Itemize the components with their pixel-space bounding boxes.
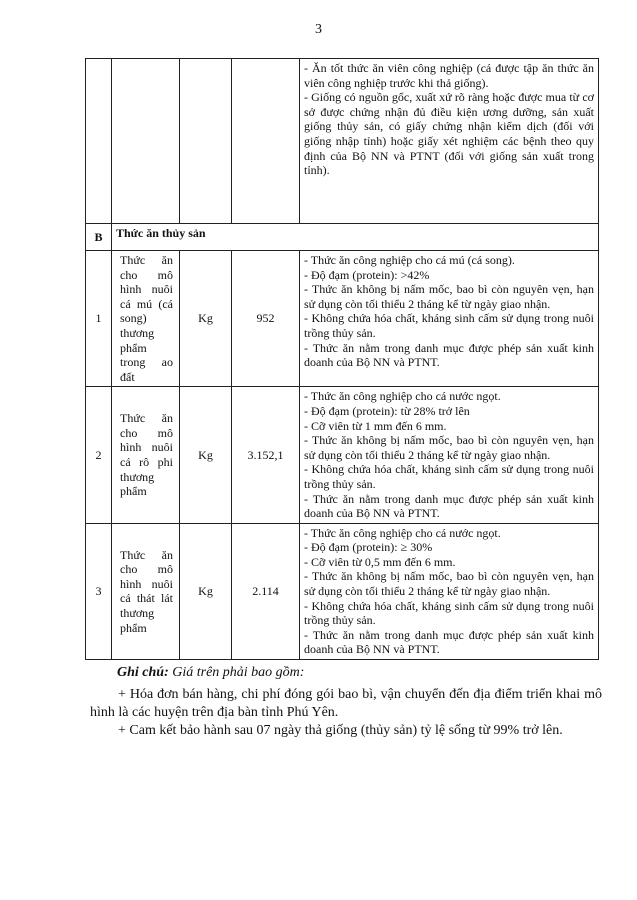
note-heading xyxy=(117,664,597,682)
requirement-line: - Không chứa hóa chất, kháng sinh cấm sử dụng trong nuôi trồng thủy sản. xyxy=(304,598,594,628)
cell-quantity: 2.114 xyxy=(232,523,300,659)
cell-item-name: Thức ăn cho mô hình nuôi cá mú (cá song) thương phẩm trong ao đất xyxy=(112,251,180,387)
requirement-line: - Độ đạm (protein): >42% xyxy=(304,267,430,282)
cell-requirements xyxy=(300,251,599,387)
cell-stt: 1 xyxy=(86,251,112,387)
cell-requirements xyxy=(300,387,599,523)
page-number: 3 xyxy=(315,22,322,37)
cell-quantity: 952 xyxy=(232,251,300,387)
requirement-line: - Thức ăn công nghiệp cho cá nước ngọt. xyxy=(304,525,501,540)
requirement-line: - Cỡ viên từ 1 mm đến 6 mm. xyxy=(304,418,447,433)
requirement-line: - Thức ăn không bị nấm mốc, bao bì còn nguyên vẹn, hạn sử dụng còn tối thiểu 2 tháng kể từ ngày giao nhận. xyxy=(304,569,594,599)
requirement-line: - Thức ăn nằm trong danh mục được phép sản xuất kinh doanh của Bộ NN và PTNT. xyxy=(304,340,594,370)
table-row xyxy=(86,251,599,387)
requirement-line: - Thức ăn nằm trong danh mục được phép sản xuất kinh doanh của Bộ NN và PTNT. xyxy=(304,491,594,521)
cell-empty-qty xyxy=(232,59,300,224)
requirement-line: - Không chứa hóa chất, kháng sinh cấm sử dụng trong nuôi trồng thủy sản. xyxy=(304,311,594,340)
requirement-line: - Độ đạm (protein): từ 28% trở lên xyxy=(304,403,470,418)
cell-unit: Kg xyxy=(180,387,232,523)
section-row xyxy=(86,224,599,251)
table-row xyxy=(86,523,599,659)
cell-requirements xyxy=(300,59,599,224)
requirement-line: - Ăn tốt thức ăn viên công nghiệp (cá được tập ăn thức ăn viên công nghiệp trước khi thả giống). xyxy=(304,61,594,90)
cell-requirements xyxy=(300,523,599,659)
requirement-line: - Thức ăn không bị nấm mốc, bao bì còn nguyên vẹn, hạn sử dụng còn tối thiểu 2 tháng kể từ ngày giao nhận. xyxy=(304,433,594,462)
section-code: B xyxy=(86,224,112,251)
note-title-text: Giá trên phải bao gồm: xyxy=(168,665,305,680)
cell-unit: Kg xyxy=(180,523,232,659)
note-label: Ghi chú: xyxy=(117,665,169,680)
cell-stt: 3 xyxy=(86,523,112,659)
requirement-line: - Thức ăn công nghiệp cho cá nước ngọt. xyxy=(304,389,501,404)
cell-empty-unit xyxy=(180,59,232,224)
table-row-continued xyxy=(86,59,599,224)
requirement-line: - Độ đạm (protein): ≥ 30% xyxy=(304,540,433,555)
requirement-line: - Thức ăn nằm trong danh mục được phép sản xuất kinh doanh của Bộ NN và PTNT. xyxy=(304,627,594,657)
requirement-line: - Thức ăn công nghiệp cho cá mú (cá song). xyxy=(304,253,515,267)
cell-quantity: 3.152,1 xyxy=(232,387,300,523)
cell-stt: 2 xyxy=(86,387,112,523)
cell-unit: Kg xyxy=(180,251,232,387)
note-item: + Cam kết bảo hành sau 07 ngày thả giống (thủy sản) tỷ lệ sống từ 99% trở lên. xyxy=(118,723,563,738)
requirement-line: - Giống có nguồn gốc, xuất xứ rõ ràng hoặc được mua từ cơ sở được chứng nhận đủ điều kiện ương dưỡng, sản xuất giống thủy sản, có giấy chứng nhận kiểm dịch (đối với giống nhập tỉnh) hoặc giấy xét nghiệm các bệnh theo quy định của Bộ NN và PTNT (đối với giống sản xuất trong tỉnh). xyxy=(304,90,594,178)
cell-empty-stt xyxy=(86,59,112,224)
table-row xyxy=(86,387,599,523)
cell-item-name: Thức ăn cho mô hình nuôi cá thát lát thương phẩm xyxy=(112,523,180,659)
cell-item-name: Thức ăn cho mô hình nuôi cá rô phi thương phẩm xyxy=(112,387,180,523)
requirement-line: - Thức ăn không bị nấm mốc, bao bì còn nguyên vẹn, hạn sử dụng còn tối thiểu 2 tháng kể từ ngày giao nhận. xyxy=(304,282,594,311)
section-title: Thức ăn thủy sản xyxy=(112,224,599,251)
cell-empty-name xyxy=(112,59,180,224)
specification-table xyxy=(85,58,599,660)
note-item: + Hóa đơn bán hàng, chi phí đóng gói bao bì, vận chuyển đến địa điểm triển khai mô hình là các huyện trên địa bàn tỉnh Phú Yên. xyxy=(90,687,602,720)
requirement-line: - Cỡ viên từ 0,5 mm đến 6 mm. xyxy=(304,554,456,569)
requirement-line: - Không chứa hóa chất, kháng sinh cấm sử dụng trong nuôi trồng thủy sản. xyxy=(304,462,594,491)
